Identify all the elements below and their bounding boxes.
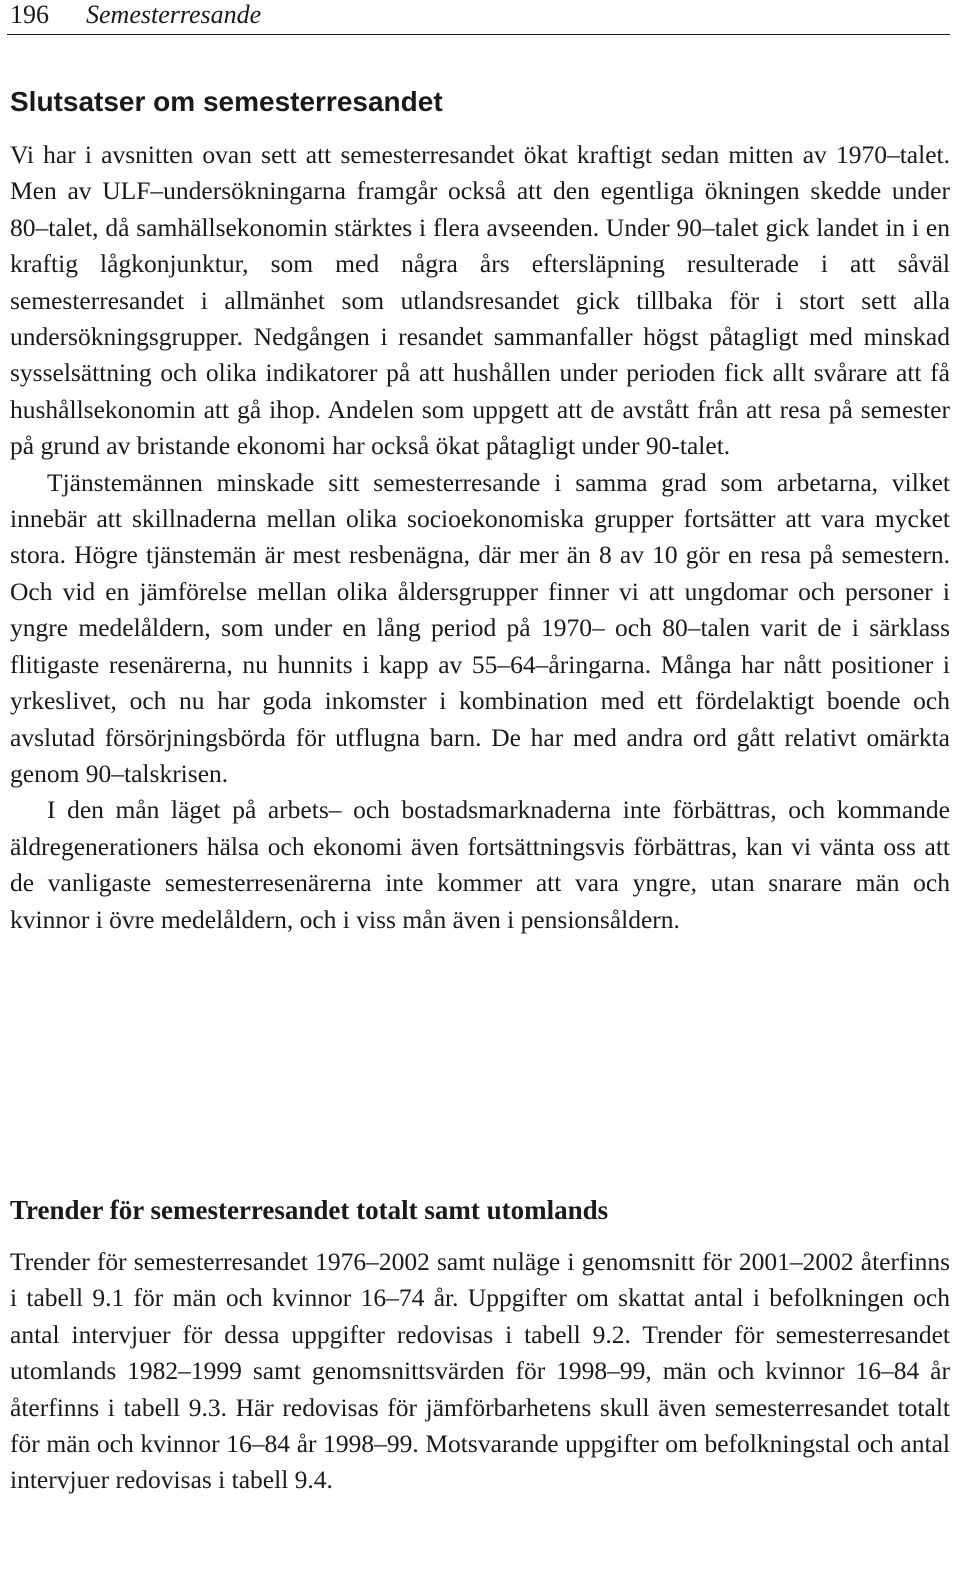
subsection-body	[10, 1244, 950, 1499]
paragraph: Vi har i avsnitten ovan sett att semesterresandet ökat kraftigt sedan mitten av 1970–talet. Men av ULF–undersökningarna framgår också att den egentliga ökningen skedde under 80–talet, då samhällsekonomin stärktes i flera avseenden. Under 90–talet gick landet in i en kraftig lågkonjunktur, som med några års eftersläpning resulterade i att såväl semesterresandet i allmänhet som utlandsresandet gick tillbaka för i stort sett alla undersökningsgrupper. Nedgången i resandet sammanfaller högst påtagligt med minskad sysselsättning och olika indikatorer på att hushållen under perioden fick allt svårare att få hushållsekonomin att gå ihop. Andelen som uppgett att de avstått från att resa på semester på grund av bristande ekonomi har också ökat påtagligt under 90-talet.	[10, 140, 950, 461]
paragraph: I den mån läget på arbets– och bostadsmarknaderna inte förbättras, och kommande äldregenerationers hälsa och ekonomi även fortsättningsvis förbättras, kan vi vänta oss att de vanligaste semesterresenärerna inte kommer att vara yngre, utan snarare män och kvinnor i övre medelåldern, och i viss mån även i pensionsåldern.	[10, 795, 950, 934]
running-title: Semesterresande	[86, 0, 262, 29]
paragraph: Tjänstemännen minskade sitt semesterresande i samma grad som arbetarna, vilket innebär att skillnaderna mellan olika socioekonomiska grupper fortsätter att vara mycket stora. Högre tjänstemän är mest resbenägna, där mer än 8 av 10 gör en resa på semestern. Och vid en jämförelse mellan olika åldersgrupper finner vi att ungdomar och personer i yngre medelåldern, som under en lång period på 1970– och 80–talen varit de i särklass flitigaste resenärerna, nu hunnits i kapp av 55–64–åringarna. Många har nått positioner i yrkeslivet, och nu har goda inkomster i kombination med ett fördelaktigt boende och avslutad försörjningsbörda för utflugna barn. De har med andra ord gått relativt omärkta genom 90–talskrisen.	[10, 467, 950, 788]
page-number: 196	[10, 0, 49, 29]
subsection-heading: Trender för semesterresandet totalt samt utomlands	[10, 1195, 609, 1225]
running-header	[10, 0, 950, 32]
paragraph: Trender för semesterresandet 1976–2002 samt nuläge i genomsnitt för 2001–2002 återfinns i tabell 9.1 för män och kvinnor 16–74 år. Uppgifter om skattat antal i befolkningen och antal intervjuer för dessa uppgifter redovisas i tabell 9.2. Trender för semesterresandet utomlands 1982–1999 samt genomsnittsvärden för 1998–99, män och kvinnor 16–84 år återfinns i tabell 9.3. Här redovisas för jämförbarhetens skull även semesterresandet totalt för män och kvinnor 16–84 år 1998–99. Motsvarande uppgifter om befolkningstal och antal intervjuer redovisas i tabell 9.4.	[10, 1247, 950, 1495]
header-rule	[7, 34, 950, 35]
section-heading: Slutsatser om semesterresandet	[10, 86, 443, 117]
section-body	[10, 137, 950, 938]
